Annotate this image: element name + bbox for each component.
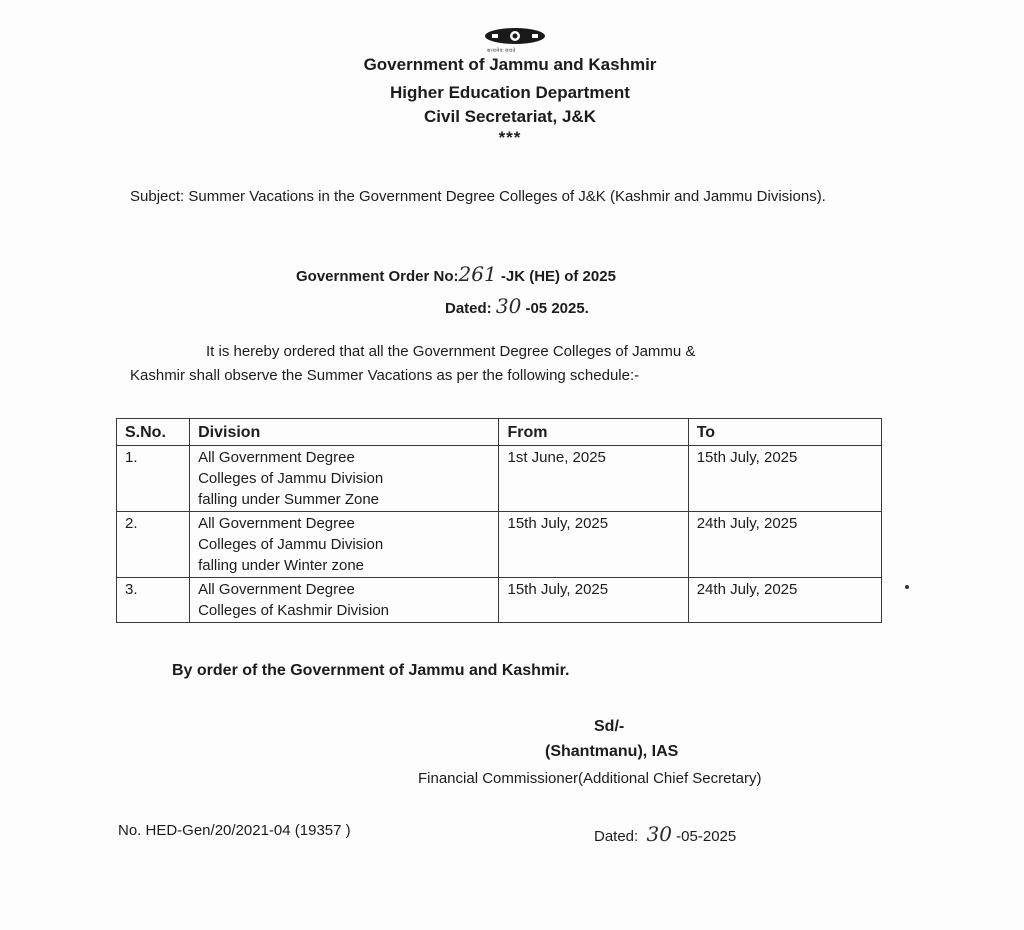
table-row xyxy=(117,578,882,623)
signer-name: (Shantmanu), IAS xyxy=(545,743,679,760)
header-government: Government of Jammu and Kashmir xyxy=(363,55,657,74)
cell-from: 1st June, 2025 xyxy=(499,446,688,512)
order-dated-label: Dated: xyxy=(445,300,492,317)
subject-label: Subject: xyxy=(130,188,185,205)
order-date xyxy=(445,294,589,318)
by-order-line: By order of the Government of Jammu and Kashmir. xyxy=(172,662,570,679)
subject-text: Summer Vacations in the Government Degree Colleges of J&K (Kashmir and Jammu Divisions). xyxy=(188,188,826,205)
order-suffix: -JK (HE) of 2025 xyxy=(500,268,616,285)
cell-from: 15th July, 2025 xyxy=(499,512,688,578)
header-department: Higher Education Department xyxy=(390,83,630,102)
header-sno: S.No. xyxy=(117,419,190,446)
table-row xyxy=(117,446,882,512)
division-line: Colleges of Kashmir Division xyxy=(198,602,389,619)
division-line: All Government Degree xyxy=(198,515,355,532)
header-from: From xyxy=(499,419,688,446)
reference-number: No. HED-Gen/20/2021-04 (19357 ) xyxy=(118,822,351,839)
paragraph-line-2: Kashmir shall observe the Summer Vacations as per the following schedule:- xyxy=(130,367,640,384)
header-to: To xyxy=(688,419,881,446)
header-secretariat: Civil Secretariat, J&K xyxy=(424,107,596,126)
cell-division xyxy=(190,512,499,578)
division-line: All Government Degree xyxy=(198,581,355,598)
division-line: Colleges of Jammu Division xyxy=(198,470,384,487)
header-division: Division xyxy=(190,419,499,446)
reference-dated-rest: -05-2025 xyxy=(676,828,737,845)
order-dated-rest: -05 2025. xyxy=(525,300,589,317)
reference-dated-label: Dated: xyxy=(594,828,639,845)
signature-sd: Sd/- xyxy=(594,718,625,735)
cell-sno: 1. xyxy=(117,446,190,512)
cell-to: 24th July, 2025 xyxy=(688,512,881,578)
subject-line xyxy=(130,186,850,208)
order-dated-day-handwritten: 30 xyxy=(495,294,522,318)
cell-from: 15th July, 2025 xyxy=(499,578,688,623)
division-line: All Government Degree xyxy=(198,449,355,466)
division-line: Colleges of Jammu Division xyxy=(198,536,384,553)
order-number-handwritten: 261 xyxy=(458,262,497,286)
cell-division xyxy=(190,446,499,512)
signer-designation: Financial Commissioner(Additional Chief Secretary) xyxy=(418,770,762,787)
header-stars: *** xyxy=(498,128,522,147)
scan-speck xyxy=(905,585,909,589)
cell-division xyxy=(190,578,499,623)
cell-sno: 3. xyxy=(117,578,190,623)
division-line: falling under Summer Zone xyxy=(198,491,380,508)
reference-date xyxy=(594,822,736,846)
government-order-number xyxy=(296,262,616,286)
division-line: falling under Winter zone xyxy=(198,557,365,574)
order-paragraph xyxy=(130,340,870,388)
order-prefix: Government Order No: xyxy=(296,268,459,285)
vacation-schedule-table xyxy=(116,418,882,623)
emblem-motto: सत्यमेव जयते xyxy=(487,48,516,54)
cell-to: 15th July, 2025 xyxy=(688,446,881,512)
paragraph-line-1: It is hereby ordered that all the Government Degree Colleges of Jammu & xyxy=(206,343,696,360)
table-row xyxy=(117,512,882,578)
reference-dated-day-handwritten: 30 xyxy=(646,822,672,846)
cell-to: 24th July, 2025 xyxy=(688,578,881,623)
table-header-row xyxy=(117,419,882,446)
cell-sno: 2. xyxy=(117,512,190,578)
